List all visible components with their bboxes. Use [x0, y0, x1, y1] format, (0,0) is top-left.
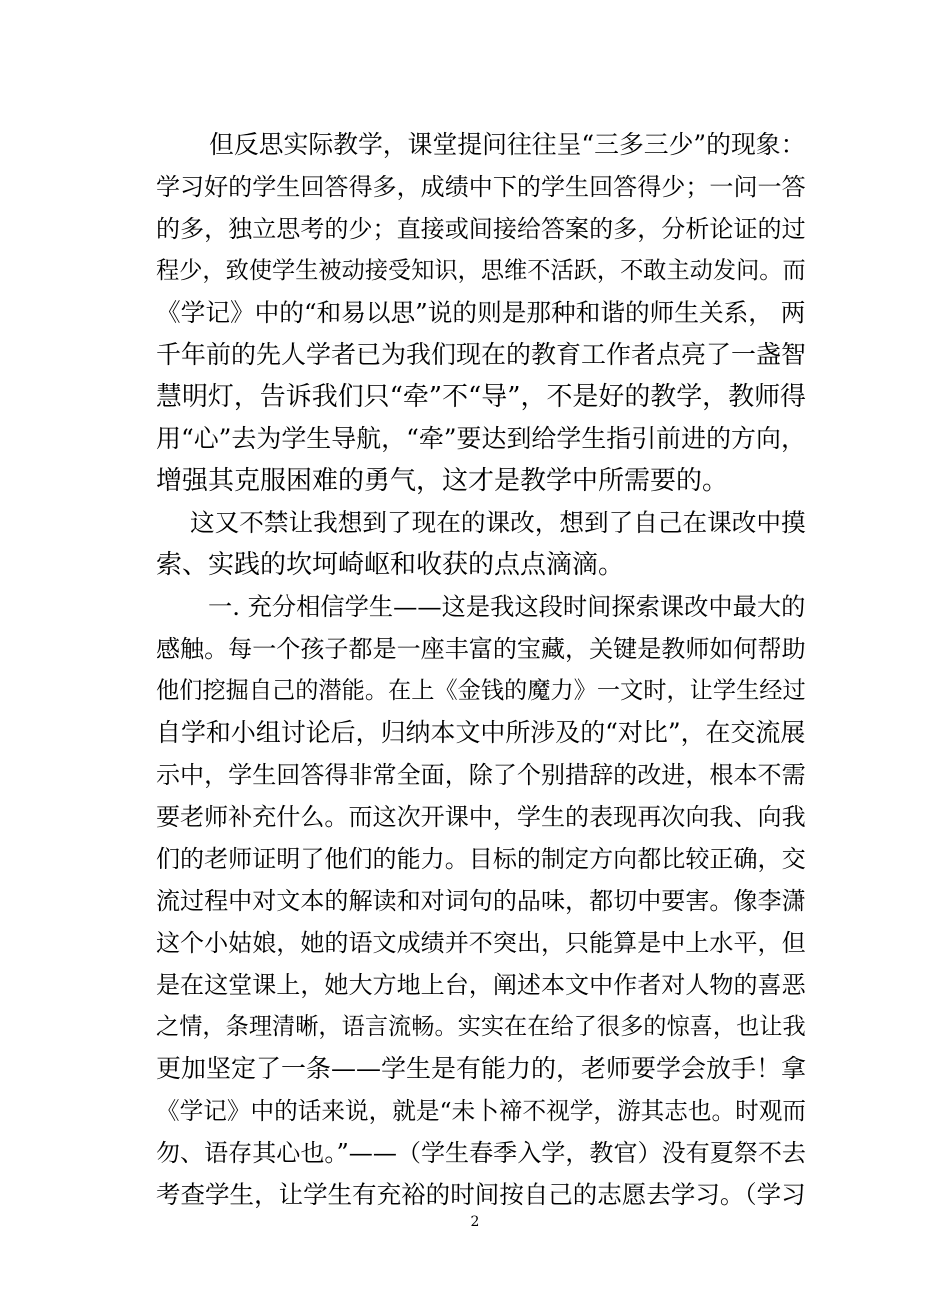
text-line: 《学记》中的话来说，就是“未卜禘不视学，游其志也。时观而 [156, 1097, 806, 1125]
text-line: 之情，条理清晰，语言流畅。实实在在给了很多的惊喜，也让我 [156, 1013, 806, 1040]
text-line: 用“心”去为学生导航，“牵”要达到给学生指引前进的方向， [156, 424, 806, 453]
text-line: 索、实践的坎坷崎岖和收获的点点滴滴。 [156, 550, 625, 580]
page-number: 2 [470, 1214, 480, 1230]
text-line: 流过程中对文本的解读和对词句的品味，都切中要害。像李潇 [156, 887, 806, 915]
text-line: 示中，学生回答得非常全面，除了个别措辞的改进，根本不需 [156, 761, 806, 789]
text-line: 这又不禁让我想到了现在的课改，想到了自己在课改中摸 [190, 508, 806, 537]
text-line: 考查学生，让学生有充裕的时间按自己的志愿去学习。（学习 [156, 1180, 806, 1209]
text-line: 是在这堂课上，她大方地上台，阐述本文中作者对人物的喜恶 [156, 971, 806, 999]
text-line: 的多，独立思考的少；直接或间接给答案的多，分析论证的过 [156, 215, 806, 243]
text-line: 感触。每一个孩子都是一座丰富的宝藏，关键是教师如何帮助 [156, 635, 806, 663]
text-line: 千年前的先人学者已为我们现在的教育工作者点亮了一盏智 [156, 340, 807, 369]
text-line: 一. 充分相信学生——这是我这段时间探索课改中最大的 [208, 592, 806, 621]
text-line: 要老师补充什么。而这次开课中，学生的表现再次向我、向我 [156, 803, 806, 831]
text-line: 他们挖掘自己的潜能。在上《金钱的魔力》一文时，让学生经过 [156, 677, 806, 704]
text-line: 这个小姑娘，她的语文成绩并不突出，只能算是中上水平，但 [156, 929, 806, 957]
text-line: 程少，致使学生被动接受知识，思维不活跃，不敢主动发问。而 [156, 257, 806, 284]
text-line: 慧明灯，告诉我们只“牵”不“导”，不是好的教学，教师得 [156, 382, 806, 412]
text-line: 自学和小组讨论后，归纳本文中所涉及的“对比”，在交流展 [156, 718, 806, 747]
text-line: 《学记》中的“和易以思”说的则是那种和谐的师生关系， 两 [156, 298, 806, 327]
text-line: 更加坚定了一条——学生是有能力的，老师要学会放手！拿 [156, 1054, 807, 1083]
text-line: 们的老师证明了他们的能力。目标的制定方向都比较正确，交 [156, 845, 806, 873]
text-line: 学习好的学生回答得多，成绩中下的学生回答得少；一问一答 [156, 173, 806, 201]
text-line: 增强其克服困难的勇气，这才是教学中所需要的。 [156, 466, 729, 496]
text-line: 勿、语存其心也。”——（学生春季入学，教官）没有夏祭不去 [156, 1139, 806, 1167]
text-line: 但反思实际教学，课堂提问往往呈“三多三少”的现象： [209, 130, 806, 159]
